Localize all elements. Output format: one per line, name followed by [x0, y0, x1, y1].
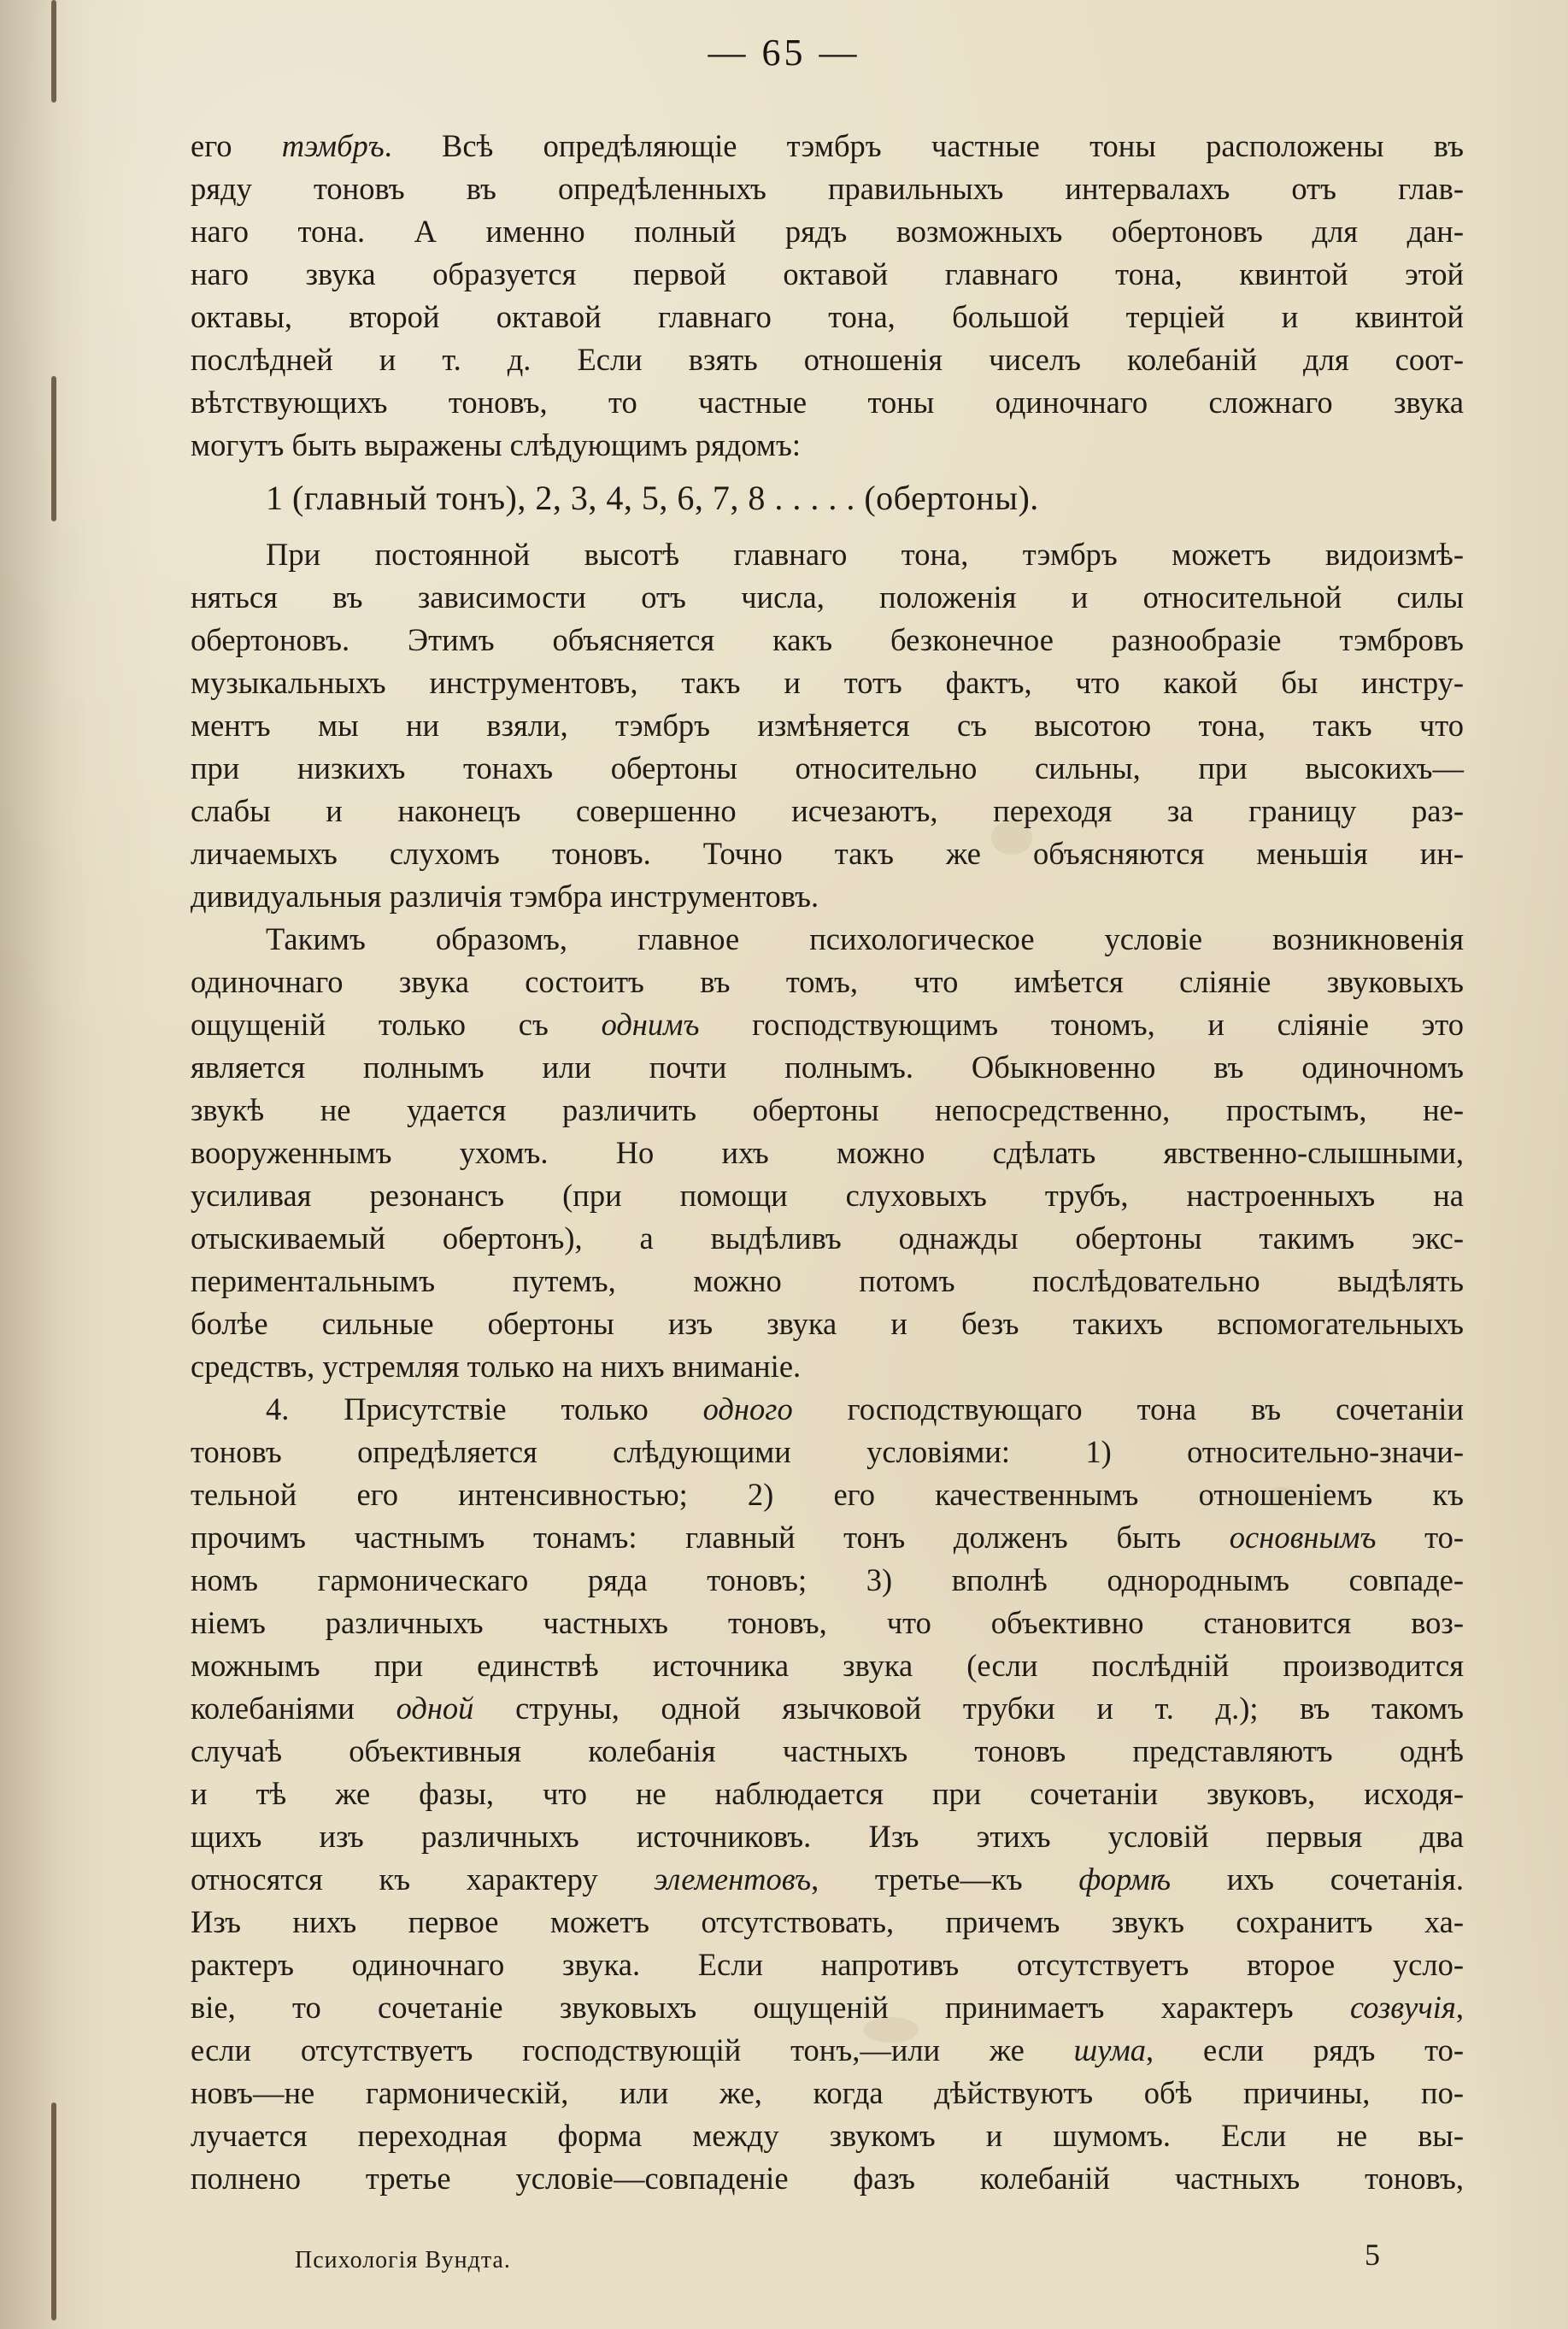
text-line: усиливая резонансъ (при помощи слуховыхъ трубъ, настроенныхъ на [191, 1178, 1464, 1213]
binding-shadow [0, 0, 90, 2329]
signature-number: 5 [1365, 2238, 1380, 2272]
text-line: прочимъ частнымъ тонамъ: главный тонъ долженъ быть основнымъ то- [191, 1520, 1465, 1555]
text-line: віе, то сочетаніе звуковыхъ ощущеній принимаетъ характеръ созвучія, [191, 1990, 1464, 2025]
text-line: полнено третье условіе—совпаденіе фазъ колебаній частныхъ тоновъ, [191, 2161, 1464, 2196]
text-line: и тѣ же фазы, что не наблюдается при сочетаніи звуковъ, исходя- [191, 1776, 1464, 1811]
text-line: вооруженнымъ ухомъ. Но ихъ можно сдѣлать явственно-слышными, [191, 1135, 1464, 1170]
text-line: ощущеній только съ однимъ господствующимъ тономъ, и сліяніе это [191, 1007, 1464, 1042]
text-line: 4. Присутствіе только одного господствующаго тона въ сочетаніи [266, 1391, 1464, 1426]
text-line: Изъ нихъ первое можетъ отсутствовать, причемъ звукъ сохранитъ ха- [191, 1904, 1464, 1939]
text-line: могутъ быть выражены слѣдующимъ рядомъ: [191, 427, 801, 462]
text-line: личаемыхъ слухомъ тоновъ. Точно такъ же объясняются меньшія ин- [191, 836, 1464, 871]
text-line: слабы и наконецъ совершенно исчезаютъ, переходя за границу раз- [191, 793, 1464, 828]
text-line: является полнымъ или почти полнымъ. Обыкновенно въ одиночномъ [191, 1050, 1464, 1085]
text-line: октавы, второй октавой главнаго тона, большой терціей и квинтой [191, 299, 1464, 334]
text-line: номъ гармоническаго ряда тоновъ; 3) вполнѣ однороднымъ совпаде- [191, 1562, 1464, 1597]
main-text [191, 125, 1464, 2200]
text-line: вѣтствующихъ тоновъ, то частные тоны одиночнаго сложнаго звука [191, 385, 1464, 420]
text-line: дивидуальныя различія тэмбра инструментовъ. [191, 879, 819, 914]
text-line: случаѣ объективныя колебанія частныхъ тоновъ представляютъ однѣ [191, 1733, 1464, 1768]
text-line: новъ—не гармоническій, или же, когда дѣйствуютъ обѣ причины, по- [191, 2075, 1464, 2110]
text-line: отыскиваемый обертонъ), а выдѣливъ однажды обертоны такимъ экс- [191, 1220, 1464, 1256]
text-line: его тэмбръ. Всѣ опредѣляющіе тэмбръ частные тоны расположены въ [191, 128, 1464, 163]
overtone-series: 1 (главный тонъ), 2, 3, 4, 5, 6, 7, 8 . . . . . (обертоны). [266, 479, 1039, 517]
text-line: периментальнымъ путемъ, можно потомъ послѣдовательно выдѣлять [191, 1263, 1464, 1298]
text-line: музыкальныхъ инструментовъ, такъ и тотъ фактъ, что какой бы инстру- [191, 665, 1464, 700]
text-line: послѣдней и т. д. Если взять отношенія чиселъ колебаній для соот- [191, 342, 1464, 377]
binding-mark [51, 376, 56, 521]
text-line: если отсутствуетъ господствующій тонъ,—или же шума, если рядъ то- [191, 2032, 1464, 2067]
text-line: средствъ, устремляя только на нихъ вниманіе. [191, 1349, 802, 1384]
text-line: тоновъ опредѣляется слѣдующими условіями: 1) относительно-значи- [191, 1434, 1464, 1469]
text-line: ряду тоновъ въ опредѣленныхъ правильныхъ интервалахъ отъ глав- [191, 171, 1464, 206]
text-line: наго тона. А именно полный рядъ возможныхъ обертоновъ для дан- [191, 214, 1464, 249]
text-line: колебаніями одной струны, одной язычковой трубки и т. д.); въ такомъ [191, 1691, 1464, 1726]
text-line: наго звука образуется первой октавой главнаго тона, квинтой этой [191, 256, 1464, 291]
text-line: лучается переходная форма между звукомъ и шумомъ. Если не вы- [191, 2118, 1464, 2153]
text-line: можнымъ при единствѣ источника звука (если послѣдній производится [191, 1648, 1464, 1683]
page-number: — 65 — [708, 32, 860, 74]
text-line: ніемъ различныхъ частныхъ тоновъ, что объективно становится воз- [191, 1605, 1464, 1640]
text-line: рактеръ одиночнаго звука. Если напротивъ отсутствуетъ второе усло- [191, 1947, 1464, 1982]
text-line: относятся къ характеру элементовъ, третье—къ формѣ ихъ сочетанія. [191, 1861, 1464, 1897]
text-line: Такимъ образомъ, главное психологическое условіе возникновенія [266, 921, 1464, 956]
text-line: При постоянной высотѣ главнаго тона, тэмбръ можетъ видоизмѣ- [266, 537, 1464, 572]
text-line: щихъ изъ различныхъ источниковъ. Изъ этихъ условій первыя два [191, 1819, 1464, 1854]
book-title-footer: Психологія Вундта. [295, 2247, 511, 2273]
text-line: ментъ мы ни взяли, тэмбръ измѣняется съ высотою тона, такъ что [191, 708, 1464, 743]
text-line: болѣе сильные обертоны изъ звука и безъ такихъ вспомогательныхъ [191, 1306, 1464, 1341]
text-line: обертоновъ. Этимъ объясняется какъ безконечное разнообразіе тэмбровъ [191, 622, 1464, 657]
text-line: одиночнаго звука состоитъ въ томъ, что имѣется сліяніе звуковыхъ [191, 964, 1464, 999]
text-line: няться въ зависимости отъ числа, положенія и относительной силы [191, 579, 1464, 615]
text-line: звукѣ не удается различить обертоны непосредственно, простымъ, не- [191, 1092, 1464, 1127]
binding-mark [51, 2103, 56, 2320]
text-line: при низкихъ тонахъ обертоны относительно сильны, при высокихъ— [191, 750, 1464, 785]
text-line: тельной его интенсивностью; 2) его качественнымъ отношеніемъ къ [191, 1477, 1464, 1512]
